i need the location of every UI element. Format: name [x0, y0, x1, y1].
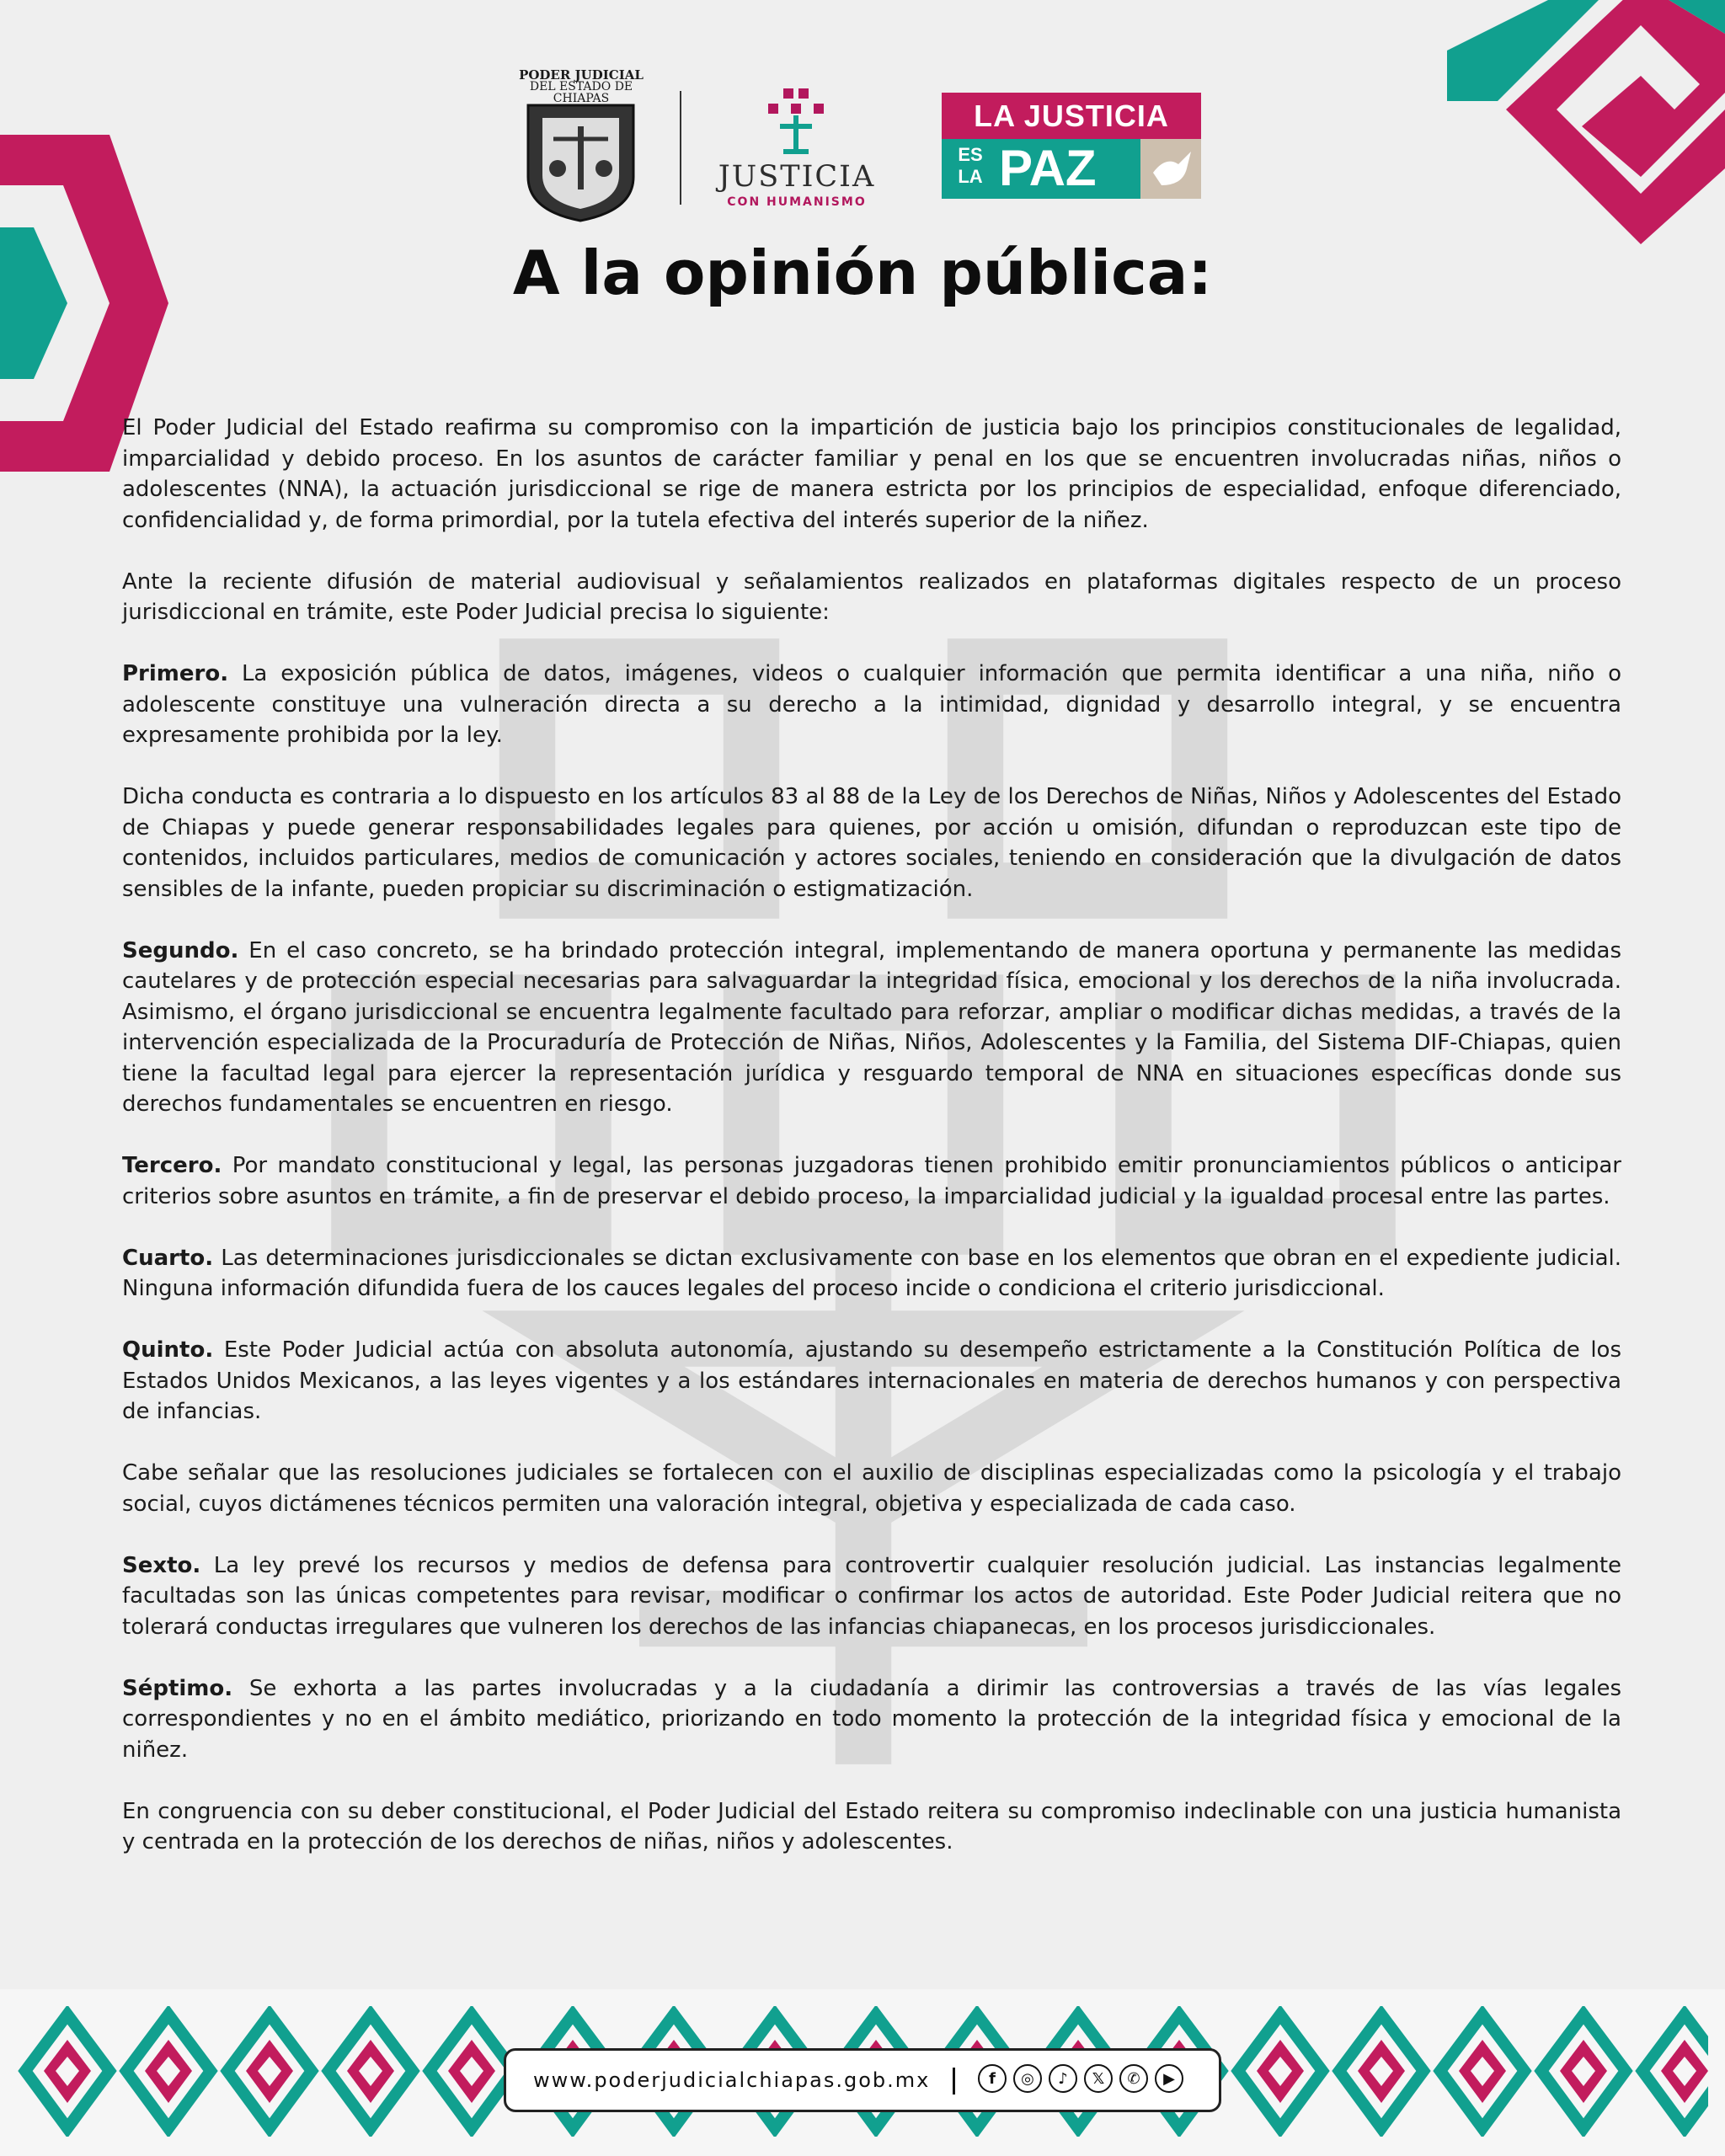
paragraph-text: Dicha conducta es contraria a lo dispuesto en los artículos 83 al 88 de la Ley de los Derechos de Niñas, Niños y Adolescentes del Estado de Chiapas y puede generar responsabilidades legales para quienes, por acción u omisión, difundan o reproduzcan este tipo de contenidos, incluidos particulares, medios de comunicación y actores sociales, teniendo en consideración que la divulgación de datos sensibles de la infante, pueden propiciar su discriminación o estigmatización.: [122, 784, 1621, 902]
paragraph-lead: Primero.: [122, 661, 229, 686]
paragraph-lead: Tercero.: [122, 1153, 222, 1178]
statement-paragraph: [122, 936, 1621, 1120]
statement-paragraph: [122, 1335, 1621, 1428]
paragraph-lead: Sexto.: [122, 1552, 201, 1578]
judicial-seal-icon: [524, 101, 638, 223]
header-divider: [680, 91, 681, 205]
tiktok-icon[interactable]: ♪: [1049, 2064, 1077, 2093]
paragraph-lead: Quinto.: [122, 1337, 214, 1363]
statement-body: [122, 413, 1621, 1888]
statement-paragraph: [122, 782, 1621, 905]
footer-separator: [953, 2068, 955, 2095]
ljp-esla-text: ES LA: [958, 144, 983, 187]
statement-paragraph: [122, 1243, 1621, 1305]
justicia-wordmark: JUSTICIA: [718, 160, 876, 194]
statement-paragraph: [122, 1796, 1621, 1858]
paragraph-text: Se exhorta a las partes involucradas y a la ciudadanía a dirimir las controversias a través de las vías legales correspondientes y no en el ámbito mediático, priorizando en todo momento la protección de la integridad física y emocional de la niñez.: [122, 1675, 1622, 1763]
paragraph-text: Cabe señalar que las resoluciones judiciales se fortalecen con el auxilio de disciplinas especializadas como la psicología y el trabajo social, cuyos dictámenes técnicos permiten una valoración integral, objetiva y especializada de cada caso.: [122, 1460, 1621, 1517]
paragraph-text: Las determinaciones jurisdiccionales se dictan exclusivamente con base en los elementos que obran en el expediente judicial. Ninguna información difundida fuera de los cauces legales del proceso incide o condiciona el criterio jurisdiccional.: [122, 1245, 1621, 1301]
instagram-icon[interactable]: ◎: [1013, 2064, 1042, 2093]
facebook-icon[interactable]: f: [978, 2064, 1007, 2093]
youtube-icon[interactable]: ▶: [1155, 2064, 1183, 2093]
statement-paragraph: [122, 1458, 1621, 1519]
ljp-top-text: LA JUSTICIA: [942, 93, 1201, 139]
social-icons: [978, 2064, 1183, 2098]
justicia-humanismo-logo-icon: [758, 88, 834, 156]
footer: [0, 1989, 1725, 2156]
whatsapp-icon[interactable]: ✆: [1119, 2064, 1148, 2093]
statement-paragraph: [122, 567, 1621, 628]
dove-icon: [1140, 139, 1201, 199]
statement-paragraph: [122, 1673, 1621, 1766]
paragraph-text: Ante la reciente difusión de material audiovisual y señalamientos realizados en plataformas digitales respecto de un proceso jurisdiccional en trámite, este Poder Judicial precisa lo siguiente:: [122, 568, 1621, 625]
paragraph-text: Por mandato constitucional y legal, las personas juzgadoras tienen prohibido emitir pronunciamientos públicos o anticipar criterios sobre asuntos en trámite, a fin de preservar el debido proceso, la imparcialidad judicial y la igualdad procesal entre las partes.: [122, 1153, 1621, 1209]
paragraph-text: La exposición pública de datos, imágenes, videos o cualquier información que permita identificar a una niña, niño o adolescente constituye una vulneración directa a su derecho a la intimidad, dignidad y desarrollo integral, y se encuentra expresamente prohibida por la ley.: [122, 661, 1622, 748]
paragraph-text: En congruencia con su deber constitucional, el Poder Judicial del Estado reitera su compromiso indeclinable con una justicia humanista y centrada en la protección de los derechos de niñas, niños y adolescentes.: [122, 1798, 1621, 1854]
paragraph-lead: Segundo.: [122, 937, 239, 963]
statement-paragraph: [122, 659, 1621, 751]
statement-paragraph: [122, 413, 1621, 536]
paragraph-text: Este Poder Judicial actúa con absoluta autonomía, ajustando su desempeño estrictamente a la Constitución Política de los Estados Unidos Mexicanos, a las leyes vigentes y a los estándares internacionales en materia de derechos humanos y con perspectiva de infancias.: [122, 1337, 1621, 1424]
seal-subtitle: DEL ESTADO DE CHIAPAS: [529, 80, 633, 105]
seal-label: [514, 69, 649, 104]
statement-paragraph: [122, 1150, 1621, 1212]
ljp-bottom-band: [942, 139, 1201, 199]
page-title: A la opinión pública:: [512, 237, 1213, 308]
x-icon[interactable]: 𝕏: [1084, 2064, 1113, 2093]
footer-contact-pill: [504, 2048, 1221, 2112]
con-humanismo-wordmark: CON HUMANISMO: [727, 195, 867, 209]
header: [0, 34, 1725, 209]
statement-paragraph: [122, 1550, 1621, 1643]
paragraph-text: El Poder Judicial del Estado reafirma su compromiso con la impartición de justicia bajo los principios constitucionales de legalidad, imparcialidad y debido proceso. En los asuntos de carácter familiar y penal en los que se encuentren involucradas niñas, niños o adolescentes (NNA), la actuación jurisdiccional se rige de manera estricta por los principios de especialidad, enfoque diferenciado, confidencialidad y, de forma primordial, por la tutela efectiva del interés superior de la niñez.: [122, 415, 1621, 533]
paragraph-lead: Cuarto.: [122, 1245, 214, 1271]
seal-title: PODER JUDICIAL: [519, 67, 644, 83]
la-justicia-es-la-paz-logo: [942, 93, 1201, 199]
paragraph-text: La ley prevé los recursos y medios de defensa para controvertir cualquier resolución judicial. Las instancias legalmente facultadas son las únicas competentes para revisar, modificar o confirmar los actos de autoridad. Este Poder Judicial reitera que no tolerará conductas irregulares que vulneren los derechos de las infancias chiapanecas, en los procesos jurisdiccionales.: [122, 1552, 1622, 1640]
ljp-paz-text: PAZ: [999, 140, 1097, 196]
paragraph-text: En el caso concreto, se ha brindado protección integral, implementando de manera oportuna y permanente las medidas cautelares y de protección especial necesarias para salvaguardar la integridad física, emocional y los derechos de la niña involucrada. Asimismo, el órgano jurisdiccional se encuentra legalmente facultado para reforzar, ampliar o modificar dichas medidas, a través de la intervención especializada de la Procuraduría de Protección de Niñas, Niños, Adolescentes y la Familia, del Sistema DIF-Chiapas, quien tiene la facultad legal para ejercer la representación jurídica y resguardo temporal de NNA en situaciones específicas donde sus derechos fundamentales se encuentren en riesgo.: [122, 937, 1622, 1117]
paragraph-lead: Séptimo.: [122, 1675, 233, 1701]
website-link[interactable]: www.poderjudicialchiapas.gob.mx: [533, 2068, 931, 2092]
